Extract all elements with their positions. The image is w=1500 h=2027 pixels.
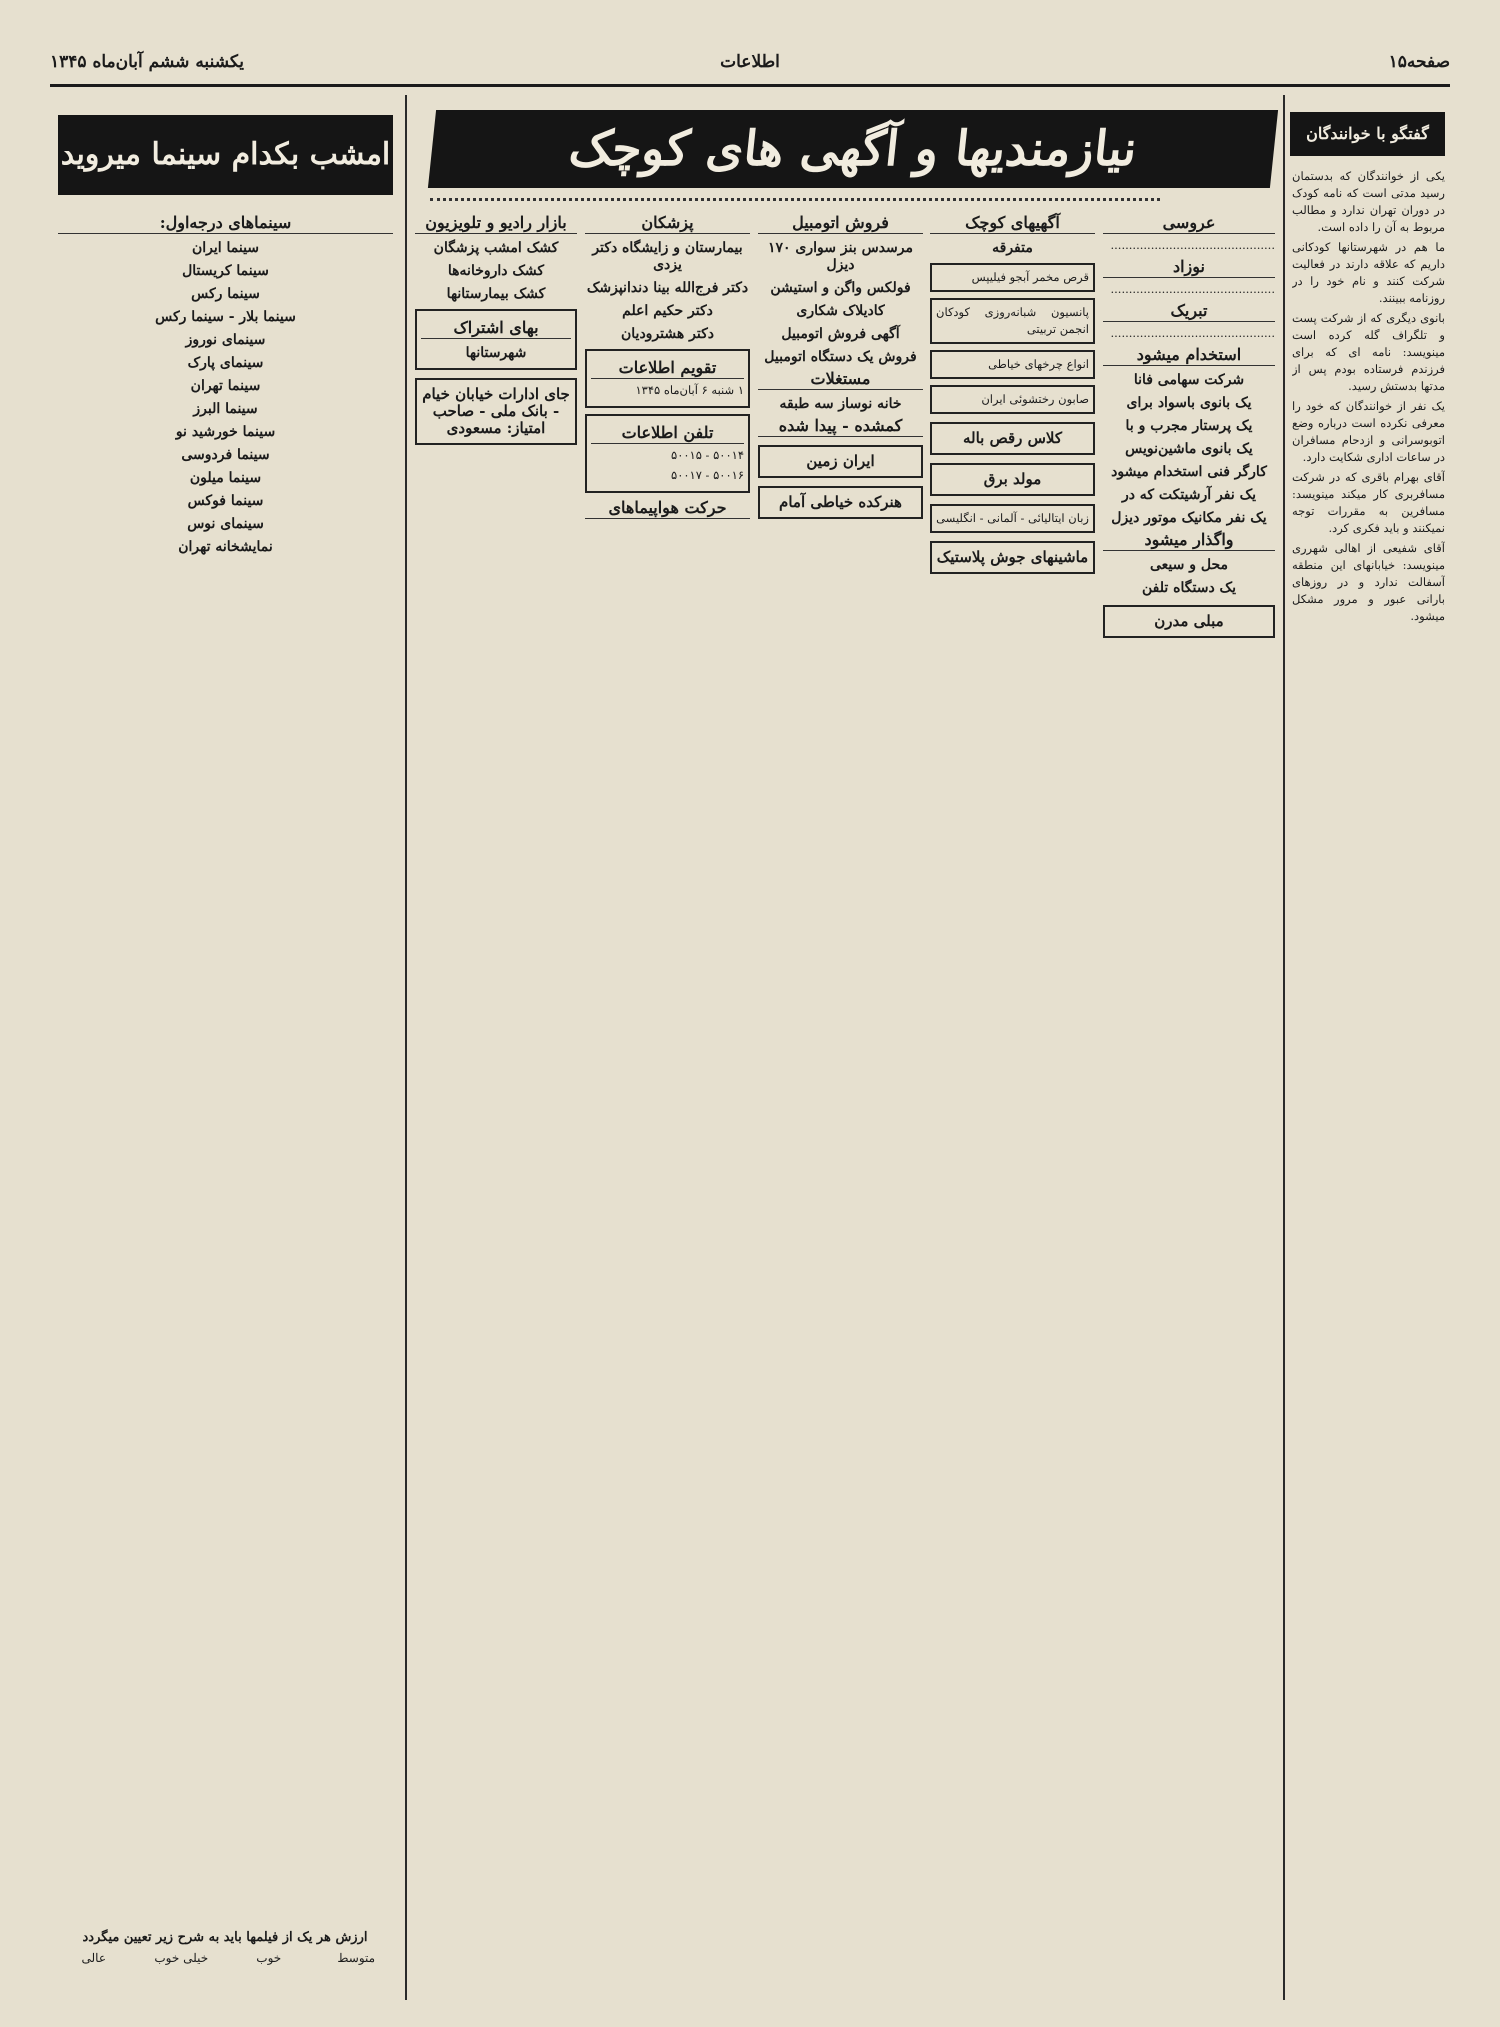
furniture-ad: مبلی مدرن (1103, 605, 1275, 638)
cinema-name: سینما کریستال (182, 263, 269, 279)
doctors-column (585, 210, 750, 2000)
classified-heading: عروسی (1103, 214, 1275, 234)
phone-line: ۵۰۰۱۴ - ۵۰۰۱۵ (671, 448, 744, 462)
misc-ad: صابون رختشوئی ایران (930, 385, 1095, 414)
cinemas-column (58, 210, 393, 1920)
classified-text: ............................................. (1110, 282, 1275, 296)
reader-letter: یک نفر از خوانندگان که خود را معرفی نکرده است درباره وضع اتوبوسرانی و ازدحام مسافران در ساعات اداری شکایت دارد. (1292, 399, 1445, 464)
car-ad: فولکس واگن و استیشن (770, 280, 911, 296)
bazaar-item: کشک بیمارستانها (446, 286, 546, 302)
misc-ad: پانسیون شبانه‌روزی کودکان انجمن تربیتی (930, 298, 1095, 344)
classified-subheading: یک نفر آرشیتکت که در (1121, 487, 1257, 503)
cinema-name: سینما فوکس (187, 493, 264, 509)
classified-subheading: کارگر فنی استخدام میشود (1111, 464, 1267, 480)
header-rule (50, 84, 1450, 87)
tailoring-school-ad: هنرکده خیاطی آمام (758, 486, 923, 519)
car-ad: کادیلاک شکاری (796, 303, 885, 319)
cinema-name: سینمای نوس (187, 516, 264, 532)
classified-heading: واگذار میشود (1103, 531, 1275, 551)
rating-title: ارزش هر یک از فیلمها باید به شرح زیر تعیین میگردد (82, 1930, 368, 1945)
calendar-box (585, 349, 750, 408)
car-ad: فروش یک دستگاه اتومبیل (764, 349, 917, 365)
classified-subheading: یک بانوی ماشین‌نویس (1125, 441, 1253, 457)
readers-column (1292, 168, 1445, 1998)
calendar-line: ۱ شنبه ۶ آبان‌ماه ۱۳۴۵ (635, 383, 744, 397)
doctor-ad: بیمارستان و زایشگاه دکتر یزدی (592, 240, 743, 273)
issue-date: یکشنبه ششم آبان‌ماه ۱۳۴۵ (50, 52, 244, 72)
page-number: صفحه۱۵ (1388, 52, 1450, 72)
bazaar-column (415, 210, 577, 2000)
classified-subheading: شرکت سهامی فانا (1133, 372, 1245, 388)
bazaar-title: بازار رادیو و تلویزیون (415, 214, 577, 234)
cinema-name: سینما رکس (191, 286, 260, 302)
reader-letter: بانوی دیگری که از شرکت پست و تلگراف گله کرده است مینویسد: نامه ای که برای فرزندم فرستاده بودم پس از مدتها بدستش رسید. (1292, 311, 1445, 393)
announcement: خانه نوساز سه طبقه (779, 396, 902, 412)
rating-label: متوسط (337, 1951, 376, 1965)
reader-letter: آقای شفیعی از اهالی شهرری مینویسد: خیابانهای این منطقه آسفالت ندارد و در روزهای بارانی عبور و مرور مشکل میشود. (1292, 541, 1445, 623)
phones-box (585, 414, 750, 493)
cinema-name: سینمای نوروز (185, 332, 266, 348)
announcement: کمشده - پیدا شده (758, 417, 923, 437)
cinema-name: سینما فردوسی (181, 447, 270, 463)
subscription-box (415, 309, 577, 370)
classified-text: ............................................. (1110, 326, 1275, 340)
classified-subheading: یک بانوی باسواد برای (1126, 395, 1252, 411)
phone-line: ۵۰۰۱۶ - ۵۰۰۱۷ (671, 468, 744, 482)
film-rating-key (50, 1930, 400, 1965)
reader-letter: آقای بهرام باقری که در شرکت مسافربری کار میکند مینویسد: مسافرین به مقررات توجه نمیکنند و باید فکری کرد. (1292, 470, 1445, 535)
subscription-subtitle: شهرستانها (465, 345, 527, 361)
classified-text: ............................................. (1110, 238, 1275, 252)
classified-heading: نوزاد (1103, 258, 1275, 278)
subscription-title: بهای اشتراک (421, 319, 571, 339)
cars-column (758, 210, 923, 2000)
cinema-name: سینما البرز (193, 401, 258, 417)
welding-machine-ad: ماشینهای جوش پلاستیک (930, 541, 1095, 574)
classified-heading: تبریک (1103, 302, 1275, 322)
misc-title: آگهیهای کوچک (930, 214, 1095, 234)
cinema-name: سینما تهران (190, 378, 261, 394)
doctor-ad: دکتر هشترودیان (621, 326, 714, 342)
misc-ad: قرص مخمر آبجو فیلیپس (930, 263, 1095, 292)
cinema-name: سینما میلون (189, 470, 262, 486)
newspaper-name: اطلاعات (720, 52, 780, 72)
rating-label: خوب (256, 1951, 282, 1965)
doctor-ad: دکتر حکیم اعلم (622, 303, 713, 319)
car-ad: مرسدس بنز سواری ۱۷۰ دیزل (768, 240, 913, 273)
cinemas-first-class: سینماهای درجه‌اول: (58, 214, 393, 234)
cinema-name: سینما خورشید نو (175, 424, 276, 440)
classifieds-banner: نیازمندیها و آگهی های کوچک (428, 110, 1278, 188)
cinema-name: نمایشخانه تهران (178, 539, 273, 555)
car-ad: آگهی فروش اتومبیل (781, 326, 900, 342)
misc-ad: انواع چرخهای خیاطی (930, 350, 1095, 379)
column-rule (1283, 95, 1285, 2000)
calendar-title: تقویم اطلاعات (591, 359, 744, 379)
misc-column (930, 210, 1095, 2000)
bazaar-item: کشک داروخانه‌ها (447, 263, 545, 279)
page-header (50, 52, 1450, 78)
iran-zamin-ad: ایران زمین (758, 445, 923, 478)
doctors-title: پزشکان (585, 214, 750, 234)
rating-label: عالی (81, 1951, 106, 1965)
reader-letter: یکی از خوانندگان که بدستمان رسید مدتی است که نامه کودک در دوران تهران ندارد و مطالب مربوط به آن را داده است. (1292, 169, 1445, 234)
publisher-note: جای ادارات خیابان خیام - بانک ملی - صاحب امتیاز: مسعودی (415, 378, 577, 445)
generator-ad: مولد برق (930, 463, 1095, 496)
flights-title: حرکت هواپیماهای (585, 499, 750, 519)
reader-letter: ما هم در شهرستانها کودکانی داریم که علاقه دارند در فعالیت شرکت کنند و نام خود را در روزنامه ببینند. (1292, 240, 1445, 305)
right-classifieds-column (1103, 210, 1275, 2000)
cinema-name: سینما بلار - سینما رکس (155, 309, 296, 325)
classified-heading: استخدام میشود (1103, 346, 1275, 366)
misc-ad: زبان ایتالیائی - آلمانی - انگلیسی (930, 504, 1095, 533)
readers-banner: گفتگو با خوانندگان (1290, 112, 1445, 156)
classified-subheading: محل و سیعی (1149, 557, 1229, 573)
cinema-name: سینما ایران (191, 240, 260, 256)
phones-title: تلفن اطلاعات (591, 424, 744, 444)
classified-subheading: یک پرستار مجرب و با (1125, 418, 1253, 434)
classified-subheading: یک نفر مکانیک موتور دیزل (1111, 510, 1267, 526)
rating-label: خیلی خوب (154, 1951, 209, 1965)
misc-subtitle: متفرقه (992, 240, 1033, 256)
announcements-title: مستغلات (758, 370, 923, 390)
bazaar-item: کشک امشب پزشگان (433, 240, 559, 256)
cars-title: فروش اتومبیل (758, 214, 923, 234)
classified-subheading: یک دستگاه تلفن (1142, 580, 1236, 596)
cinema-name: سینمای پارک (187, 355, 264, 371)
cinema-banner: امشب بکدام سینما میروید (58, 115, 393, 195)
ballet-class-ad: کلاس رقص باله (930, 422, 1095, 455)
column-rule (405, 95, 407, 2000)
doctor-ad: دکتر فرج‌الله بینا دندانپزشک (586, 280, 749, 296)
